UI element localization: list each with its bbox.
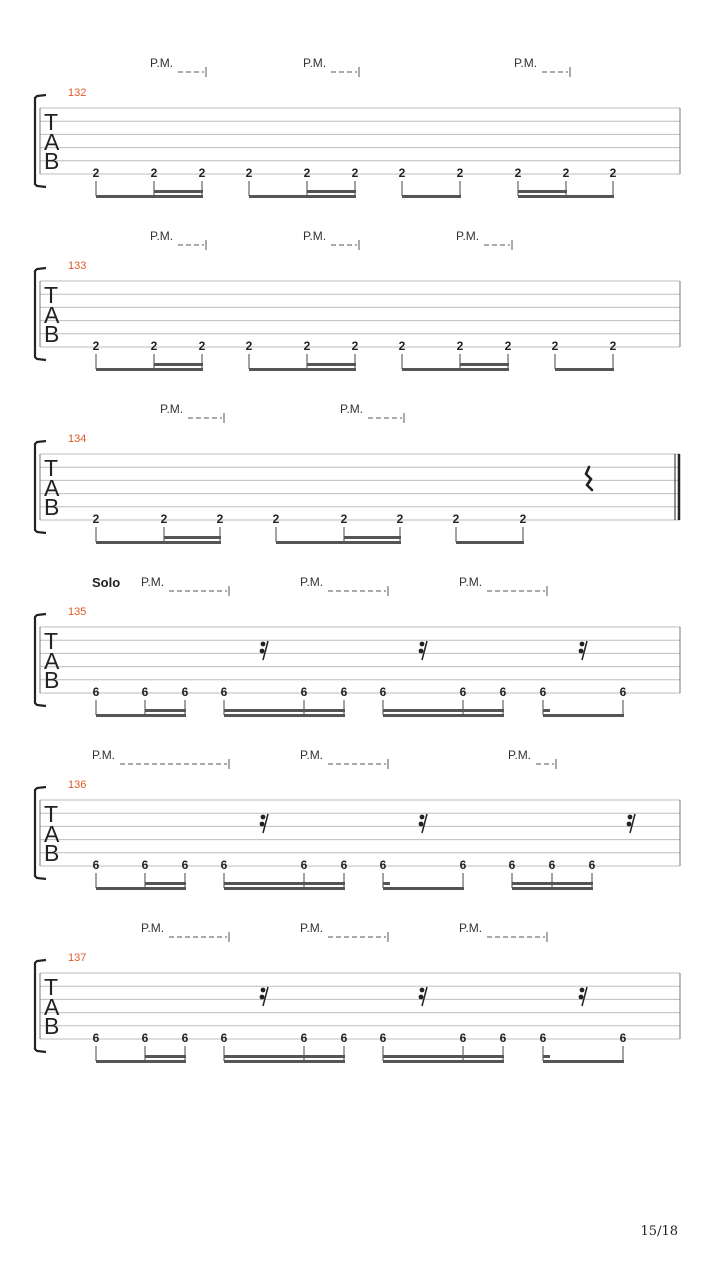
fret-number: 2 [216, 512, 224, 526]
fret-number: 6 [181, 685, 189, 699]
rest-dot [579, 995, 584, 1000]
palm-mute-label: P.M. [141, 575, 165, 589]
fret-number: 2 [398, 166, 406, 180]
tab-letter-b: B [44, 148, 60, 174]
rest-dot [261, 815, 266, 820]
rest-dot [580, 642, 585, 647]
fret-number: 6 [459, 1031, 467, 1045]
beam-secondary [154, 363, 203, 366]
tab-letter-b: B [44, 667, 60, 693]
beam-primary [543, 714, 624, 717]
beam-secondary [307, 190, 356, 193]
sixteenth-rest [260, 814, 268, 833]
beam-secondary [307, 363, 356, 366]
sixteenth-rest [627, 814, 635, 833]
rest-dot [261, 988, 266, 993]
beam-secondary [543, 1055, 550, 1058]
palm-mute-marking [160, 402, 224, 423]
fret-number: 2 [340, 512, 348, 526]
beam-secondary [224, 882, 345, 885]
fret-number: 2 [456, 166, 464, 180]
measure-number: 133 [68, 260, 87, 272]
rest-dot [579, 649, 584, 654]
measure-number: 137 [68, 952, 87, 964]
rest-dot [420, 642, 425, 647]
palm-mute-label: P.M. [303, 229, 327, 243]
fret-number: 2 [504, 339, 512, 353]
fret-number: 2 [92, 512, 100, 526]
palm-mute-label: P.M. [514, 56, 538, 70]
tab-letter-a: A [44, 821, 60, 847]
palm-mute-label: P.M. [303, 56, 327, 70]
fret-number: 2 [198, 339, 206, 353]
fret-number: 6 [539, 1031, 547, 1045]
fret-number: 2 [456, 339, 464, 353]
tab-system [35, 229, 680, 371]
fret-number: 2 [351, 339, 359, 353]
palm-mute-marking [300, 921, 388, 942]
beam-secondary [383, 882, 390, 885]
rest-dot [419, 649, 424, 654]
fret-number: 2 [398, 339, 406, 353]
beam-secondary [460, 363, 509, 366]
fret-number: 6 [499, 1031, 507, 1045]
fret-number: 2 [514, 166, 522, 180]
fret-number: 6 [499, 685, 507, 699]
tab-system [35, 56, 680, 198]
palm-mute-label: P.M. [150, 56, 174, 70]
fret-number: 6 [181, 1031, 189, 1045]
fret-number: 6 [588, 858, 596, 872]
palm-mute-label: P.M. [508, 748, 532, 762]
tab-letter-a: A [44, 475, 60, 501]
beam-secondary [383, 1055, 504, 1058]
tab-system [35, 402, 680, 544]
beam-primary [543, 1060, 624, 1063]
palm-mute-marking [141, 575, 229, 596]
fret-number: 2 [609, 166, 617, 180]
palm-mute-marking [340, 402, 404, 423]
rest-dot [628, 815, 633, 820]
beam-secondary [224, 1055, 345, 1058]
beam-primary [96, 887, 186, 890]
palm-mute-marking [300, 575, 388, 596]
rest-dot [627, 822, 632, 827]
beam-primary [456, 541, 524, 544]
tab-system [35, 921, 680, 1063]
palm-mute-marking [150, 229, 206, 250]
fret-number: 2 [609, 339, 617, 353]
beam-primary [249, 368, 356, 371]
palm-mute-label: P.M. [92, 748, 116, 762]
quarter-rest [586, 467, 592, 490]
beam-secondary [145, 882, 186, 885]
fret-number: 2 [562, 166, 570, 180]
fret-number: 2 [519, 512, 527, 526]
rest-dot [260, 995, 265, 1000]
palm-mute-label: P.M. [459, 575, 483, 589]
fret-number: 6 [340, 1031, 348, 1045]
beam-primary [224, 714, 345, 717]
tab-letter-t: T [44, 801, 59, 827]
beam-primary [383, 1060, 504, 1063]
palm-mute-marking [456, 229, 512, 250]
sixteenth-rest [579, 987, 587, 1006]
fret-number: 6 [92, 858, 100, 872]
beam-secondary [344, 536, 401, 539]
beam-primary [249, 195, 356, 198]
palm-mute-marking [150, 56, 206, 77]
fret-number: 6 [220, 685, 228, 699]
palm-mute-marking [92, 748, 229, 769]
beam-primary [96, 714, 186, 717]
rest-dot [420, 988, 425, 993]
tab-letter-a: A [44, 994, 60, 1020]
beam-secondary [383, 709, 504, 712]
palm-mute-label: P.M. [141, 921, 165, 935]
fret-number: 2 [396, 512, 404, 526]
fret-number: 6 [141, 685, 149, 699]
palm-mute-marking [514, 56, 570, 77]
beam-primary [402, 195, 461, 198]
beam-primary [96, 1060, 186, 1063]
tab-letter-b: B [44, 321, 60, 347]
beam-secondary [154, 190, 203, 193]
rest-dot [419, 822, 424, 827]
palm-mute-marking [300, 748, 388, 769]
fret-number: 2 [351, 166, 359, 180]
rest-dot [260, 822, 265, 827]
palm-mute-marking [303, 56, 359, 77]
fret-number: 6 [220, 858, 228, 872]
fret-number: 2 [551, 339, 559, 353]
fret-number: 2 [272, 512, 280, 526]
beam-primary [224, 1060, 345, 1063]
measure-number: 134 [68, 433, 87, 445]
palm-mute-label: P.M. [456, 229, 480, 243]
palm-mute-label: P.M. [300, 921, 324, 935]
rest-dot [261, 642, 266, 647]
section-label: Solo [92, 575, 121, 590]
rest-dot [260, 649, 265, 654]
fret-number: 2 [160, 512, 168, 526]
palm-mute-label: P.M. [300, 575, 324, 589]
beam-primary [512, 887, 593, 890]
fret-number: 6 [379, 685, 387, 699]
beam-primary [383, 887, 464, 890]
sixteenth-rest [419, 814, 427, 833]
tab-letter-t: T [44, 282, 59, 308]
beam-primary [224, 887, 345, 890]
beam-primary [518, 195, 614, 198]
beam-primary [96, 368, 203, 371]
measure-number: 136 [68, 779, 87, 791]
tab-letter-a: A [44, 648, 60, 674]
fret-number: 6 [539, 685, 547, 699]
beam-secondary [518, 190, 567, 193]
fret-number: 2 [245, 339, 253, 353]
palm-mute-marking [459, 921, 547, 942]
palm-mute-label: P.M. [300, 748, 324, 762]
measure-number: 135 [68, 606, 87, 618]
tab-system [35, 748, 680, 890]
measure-number: 132 [68, 87, 87, 99]
beam-primary [402, 368, 509, 371]
fret-number: 6 [92, 685, 100, 699]
palm-mute-marking [141, 921, 229, 942]
fret-number: 6 [300, 1031, 308, 1045]
palm-mute-label: P.M. [160, 402, 184, 416]
fret-number: 2 [198, 166, 206, 180]
fret-number: 6 [181, 858, 189, 872]
fret-number: 2 [452, 512, 460, 526]
sixteenth-rest [419, 641, 427, 660]
beam-secondary [224, 709, 345, 712]
palm-mute-marking [508, 748, 556, 769]
beam-secondary [543, 709, 550, 712]
fret-number: 2 [150, 339, 158, 353]
fret-number: 6 [459, 858, 467, 872]
palm-mute-label: P.M. [150, 229, 174, 243]
tab-letter-b: B [44, 840, 60, 866]
tab-system [35, 575, 680, 717]
fret-number: 6 [379, 1031, 387, 1045]
tab-letter-t: T [44, 455, 59, 481]
beam-secondary [145, 709, 186, 712]
palm-mute-marking [303, 229, 359, 250]
tab-letter-a: A [44, 129, 60, 155]
tab-letter-t: T [44, 109, 59, 135]
fret-number: 2 [92, 339, 100, 353]
sixteenth-rest [260, 987, 268, 1006]
beam-primary [383, 714, 504, 717]
rest-dot [419, 995, 424, 1000]
beam-secondary [145, 1055, 186, 1058]
fret-number: 2 [303, 166, 311, 180]
fret-number: 6 [340, 858, 348, 872]
palm-mute-label: P.M. [340, 402, 364, 416]
fret-number: 6 [459, 685, 467, 699]
beam-primary [276, 541, 401, 544]
tab-letter-b: B [44, 1013, 60, 1039]
fret-number: 6 [340, 685, 348, 699]
fret-number: 6 [300, 858, 308, 872]
fret-number: 2 [303, 339, 311, 353]
fret-number: 6 [619, 685, 627, 699]
beam-primary [96, 195, 203, 198]
beam-primary [96, 541, 221, 544]
fret-number: 6 [619, 1031, 627, 1045]
beam-secondary [512, 882, 593, 885]
fret-number: 6 [548, 858, 556, 872]
fret-number: 6 [379, 858, 387, 872]
tab-letter-b: B [44, 494, 60, 520]
fret-number: 6 [220, 1031, 228, 1045]
palm-mute-marking [459, 575, 547, 596]
fret-number: 2 [92, 166, 100, 180]
fret-number: 6 [92, 1031, 100, 1045]
tab-letter-t: T [44, 628, 59, 654]
sixteenth-rest [579, 641, 587, 660]
beam-secondary [164, 536, 221, 539]
fret-number: 6 [508, 858, 516, 872]
beam-primary [555, 368, 614, 371]
rest-dot [580, 988, 585, 993]
fret-number: 2 [245, 166, 253, 180]
palm-mute-label: P.M. [459, 921, 483, 935]
fret-number: 6 [141, 858, 149, 872]
fret-number: 6 [141, 1031, 149, 1045]
fret-number: 2 [150, 166, 158, 180]
page-number: 15/18 [640, 1224, 678, 1239]
rest-dot [420, 815, 425, 820]
sixteenth-rest [260, 641, 268, 660]
sixteenth-rest [419, 987, 427, 1006]
fret-number: 6 [300, 685, 308, 699]
tab-letter-a: A [44, 302, 60, 328]
tab-letter-t: T [44, 974, 59, 1000]
